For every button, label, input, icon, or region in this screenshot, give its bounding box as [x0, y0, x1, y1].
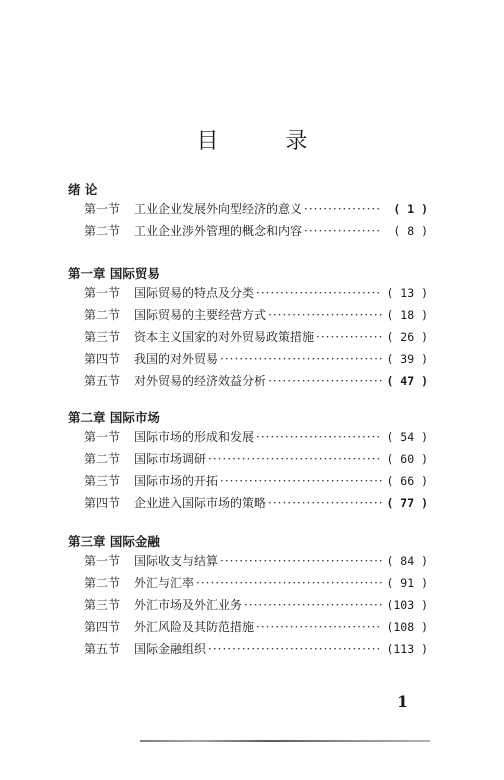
toc-entry[interactable]: [84, 472, 428, 490]
section-number: 第一节: [84, 202, 121, 216]
leader-dots: [196, 576, 382, 590]
chapter-heading-3: 第三章 国际金融: [68, 534, 160, 549]
entry-title: 资本主义国家的对外贸易政策措施: [134, 330, 315, 344]
toc-entry[interactable]: [84, 328, 428, 346]
page-ref: (113 ): [386, 642, 428, 656]
page-ref: ( 18 ): [386, 308, 428, 322]
section-number: 第一节: [84, 554, 121, 568]
toc-entry[interactable]: [84, 350, 428, 368]
toc-entry[interactable]: [84, 450, 428, 468]
leader-dots: [256, 286, 382, 300]
chapter-heading-2: 第二章 国际市场: [68, 410, 160, 425]
leader-dots: [256, 620, 382, 634]
entry-title: 外汇风险及其防范措施: [134, 620, 255, 634]
page-ref: ( 91 ): [386, 576, 428, 590]
section-number: 第四节: [84, 352, 121, 366]
toc-entry[interactable]: [84, 372, 428, 390]
footer-rule: [140, 740, 430, 742]
leader-dots: [304, 224, 382, 238]
page-ref: ( 77 ): [386, 496, 428, 510]
page-ref: ( 84 ): [386, 554, 428, 568]
section-number: 第一节: [84, 430, 121, 444]
section-number: 第二节: [84, 224, 121, 238]
section-number: 第五节: [84, 374, 121, 388]
page-ref: ( 66 ): [386, 474, 428, 488]
leader-dots: [316, 330, 382, 344]
toc-entry[interactable]: [84, 222, 428, 240]
page-ref: ( 13 ): [386, 286, 428, 300]
page-title: 目 录: [196, 129, 338, 154]
entry-title: 国际贸易的特点及分类: [134, 286, 255, 300]
leader-dots: [220, 352, 382, 366]
page-ref: ( 8 ): [393, 224, 428, 238]
entry-title: 外汇与汇率: [134, 576, 195, 590]
leader-dots: [268, 308, 382, 322]
leader-dots: [304, 202, 382, 216]
toc-entry[interactable]: [84, 552, 428, 570]
section-heading-introduction: 绪 论: [68, 182, 98, 197]
entry-title: 工业企业涉外管理的概念和内容: [134, 224, 303, 238]
entry-title: 工业企业发展外向型经济的意义: [134, 202, 303, 216]
entry-title: 企业进入国际市场的策略: [134, 496, 267, 510]
section-number: 第四节: [84, 620, 121, 634]
entry-title: 国际市场的形成和发展: [134, 430, 255, 444]
page-ref: (103 ): [386, 598, 428, 612]
toc-entry[interactable]: [84, 284, 428, 302]
toc-entry[interactable]: [84, 596, 428, 614]
toc-entry[interactable]: [84, 200, 428, 218]
leader-dots: [208, 642, 382, 656]
section-number: 第三节: [84, 598, 121, 612]
leader-dots: [220, 554, 382, 568]
section-number: 第二节: [84, 452, 121, 466]
toc-entry[interactable]: [84, 640, 428, 658]
leader-dots: [244, 598, 382, 612]
chapter-heading-1: 第一章 国际贸易: [68, 266, 160, 281]
section-number: 第五节: [84, 642, 121, 656]
entry-title: 外汇市场及外汇业务: [134, 598, 243, 612]
toc-entry[interactable]: [84, 574, 428, 592]
toc-entry[interactable]: [84, 618, 428, 636]
toc-entry[interactable]: [84, 428, 428, 446]
leader-dots: [268, 374, 382, 388]
page-ref: ( 47 ): [386, 374, 428, 388]
leader-dots: [220, 474, 382, 488]
page-ref: (108 ): [386, 620, 428, 634]
entry-title: 国际收支与结算: [134, 554, 219, 568]
section-number: 第三节: [84, 330, 121, 344]
section-number: 第二节: [84, 576, 121, 590]
page-number: 1: [397, 692, 409, 711]
page-ref: ( 54 ): [386, 430, 428, 444]
leader-dots: [256, 430, 382, 444]
section-number: 第一节: [84, 286, 121, 300]
page-ref: ( 39 ): [386, 352, 428, 366]
page-ref: ( 26 ): [386, 330, 428, 344]
entry-title: 国际市场的开拓: [134, 474, 219, 488]
section-number: 第三节: [84, 474, 121, 488]
entry-title: 国际市场调研: [134, 452, 207, 466]
section-number: 第四节: [84, 496, 121, 510]
toc-entry[interactable]: [84, 494, 428, 512]
section-number: 第二节: [84, 308, 121, 322]
page-ref: ( 60 ): [386, 452, 428, 466]
leader-dots: [268, 496, 382, 510]
page-ref: ( 1 ): [393, 202, 428, 216]
entry-title: 对外贸易的经济效益分析: [134, 374, 267, 388]
entry-title: 国际金融组织: [134, 642, 207, 656]
toc-entry[interactable]: [84, 306, 428, 324]
leader-dots: [208, 452, 382, 466]
entry-title: 我国的对外贸易: [134, 352, 219, 366]
entry-title: 国际贸易的主要经营方式: [134, 308, 267, 322]
